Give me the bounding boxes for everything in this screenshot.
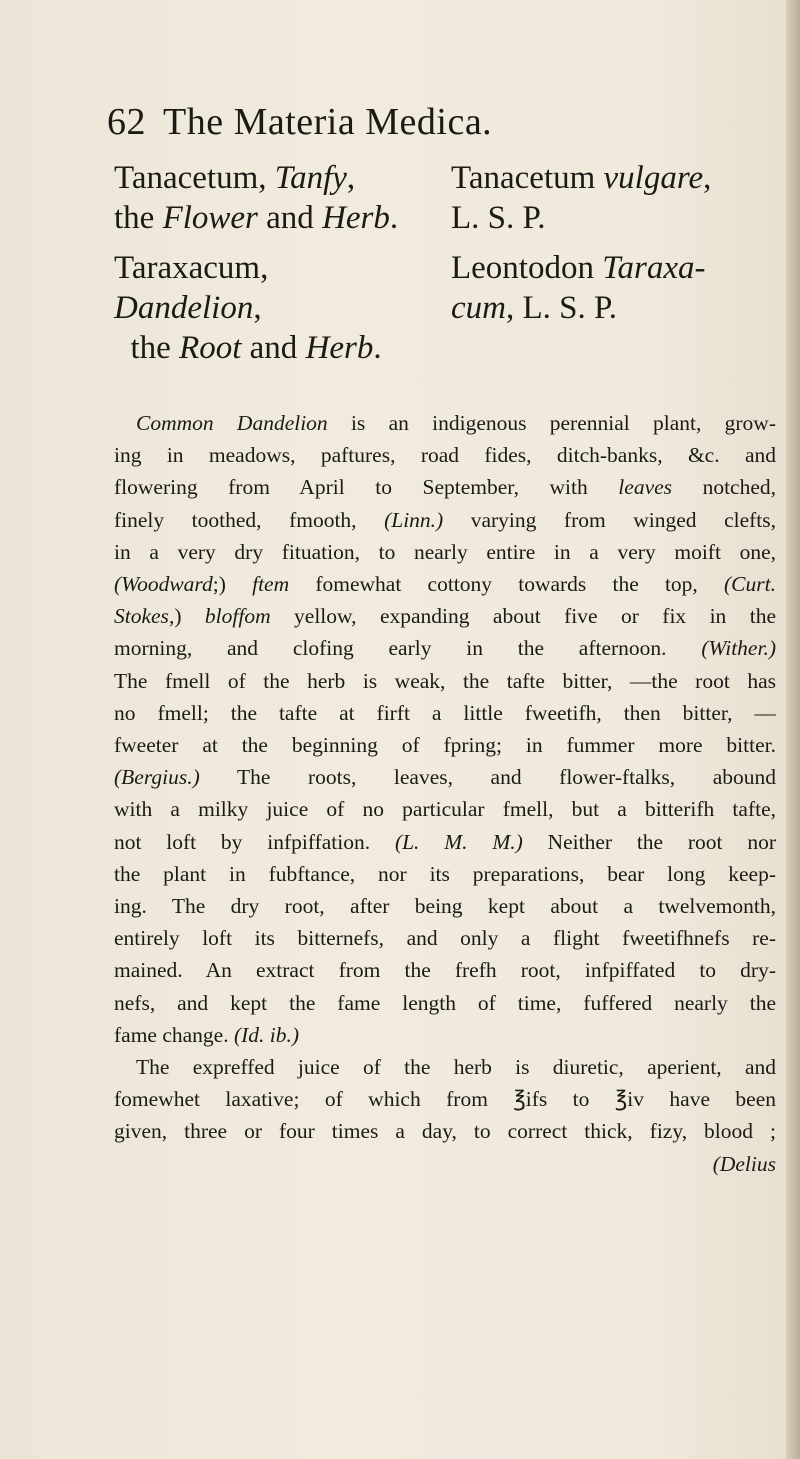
text-line: fomewhet laxative; of which from ℥ifs to ℥iv have been [114, 1087, 776, 1112]
body-text [114, 407, 776, 1180]
text-line: in a very dry fituation, to nearly entire in a very moift one, [114, 539, 776, 564]
drug-entries [114, 160, 774, 370]
text-line: fweeter at the beginning of fpring; in fummer more bitter. [114, 733, 776, 758]
text-line: entirely loft its bitternefs, and only a flight fweetifhnefs re- [114, 926, 776, 951]
text-line: (Delius [712, 1151, 776, 1176]
entry-botanical-name: Leontodon Taraxa- [451, 250, 706, 286]
entry-botanical-name: Tanacetum vulgare, [451, 160, 712, 196]
text-line: morning, and clofing early in the afternoon. (Wither.) [114, 636, 776, 661]
entry-row [114, 200, 774, 240]
text-line: mained. An extract from the frefh root, infpiffated to dry- [114, 958, 776, 983]
text-line: Stokes,) bloffom yellow, expanding about five or fix in the [114, 604, 776, 629]
text-line: (Woodward;) ftem fomewhat cottony towards the top, (Curt. [114, 572, 776, 597]
text-line: ing in meadows, paftures, road fides, ditch-banks, &c. and [114, 443, 776, 468]
entry-botanical-name: L. S. P. [451, 200, 546, 236]
text-line: The expreffed juice of the herb is diuretic, aperient, and [136, 1055, 776, 1080]
entry-common-name: the Root and Herb. [114, 330, 382, 366]
page-edge-shadow [786, 0, 800, 1459]
text-line: not loft by infpiffation. (L. M. M.) Neither the root nor [114, 829, 776, 854]
entry-row [114, 250, 774, 290]
entry-botanical-name: cum, L. S. P. [451, 290, 617, 326]
entry-common-name: Dandelion, [114, 290, 262, 326]
paragraph [114, 407, 776, 1051]
text-line: nefs, and kept the fame length of time, fuffered nearly the [114, 990, 776, 1015]
text-line: (Bergius.) The roots, leaves, and flower-ftalks, abound [114, 765, 776, 790]
running-head [107, 100, 667, 144]
text-line: The fmell of the herb is weak, the tafte bitter, —the root has [114, 668, 776, 693]
text-line: given, three or four times a day, to correct thick, fizy, blood ; [114, 1119, 776, 1144]
text-line: ing. The dry root, after being kept about a twelvemonth, [114, 894, 776, 919]
entry-row [114, 330, 774, 370]
text-line: Common Dandelion is an indigenous perennial plant, grow- [136, 411, 776, 435]
text-line: flowering from April to September, with leaves notched, [114, 475, 777, 500]
text-line: with a milky juice of no particular fmell, but a bitterifh tafte, [114, 797, 776, 822]
page-number: 62 [107, 101, 146, 143]
entry-row [114, 160, 774, 200]
entry-gap [114, 240, 774, 250]
entry-row [114, 290, 774, 330]
paragraph [114, 1051, 776, 1180]
text-line: the plant in fubftance, nor its preparations, bear long keep- [114, 861, 776, 886]
running-title: The Materia Medica. [163, 101, 493, 143]
entry-common-name: Tanacetum, Tanfy, [114, 160, 356, 196]
text-line: finely toothed, fmooth, (Linn.) varying from winged clefts, [114, 507, 776, 532]
text-line: no fmell; the tafte at firft a little fweetifh, then bitter, — [114, 700, 776, 725]
entry-common-name: the Flower and Herb. [114, 200, 399, 236]
text-line: fame change. (Id. ib.) [114, 1022, 300, 1047]
entry-common-name: Taraxacum, [114, 250, 269, 286]
